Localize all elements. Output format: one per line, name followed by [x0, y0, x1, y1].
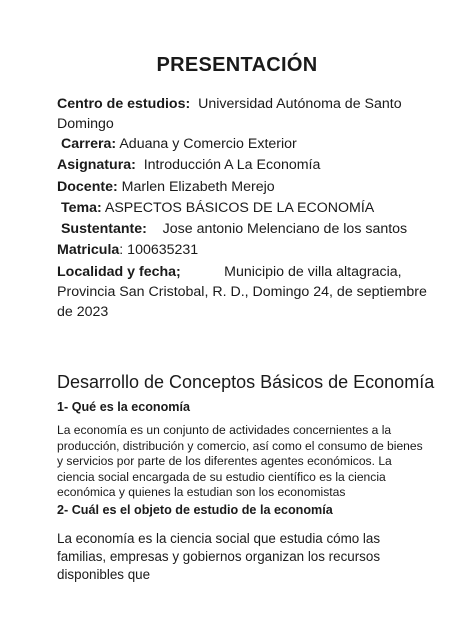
asignatura-value: Introducción A La Economía — [143, 157, 321, 173]
sustentante-label: Sustentante: — [60, 221, 147, 237]
carrera-value: Aduana y Comercio Exterior — [119, 136, 297, 152]
docente-line — [57, 177, 427, 197]
asignatura-line — [57, 155, 427, 175]
matricula-label: Matricula — [57, 242, 120, 258]
sustentante-value: Jose antonio Melenciano de los santos — [162, 221, 408, 237]
tema-label: Tema: — [60, 200, 102, 216]
carrera-line — [57, 134, 427, 154]
matricula-line — [57, 240, 427, 260]
centro-line — [57, 94, 427, 134]
centro-value: Universidad Autónoma de Santo Domingo — [57, 96, 402, 132]
docente-value: Marlen Elizabeth Merejo — [121, 179, 275, 195]
tema-value: ASPECTOS BÁSICOS DE LA ECONOMÍA — [104, 200, 375, 216]
sustentante-line — [57, 219, 427, 239]
asignatura-label: Asignatura: — [57, 157, 136, 173]
docente-label: Docente: — [57, 179, 118, 195]
tema-line — [57, 198, 427, 218]
page-title: PRESENTACIÓN — [156, 54, 318, 76]
centro-label: Centro de estudios: — [57, 96, 191, 112]
localidad-label: Localidad y fecha; — [57, 264, 181, 280]
localidad-value: Municipio de villa altagracia, Provincia San Cristobal, R. D., Domingo 24, de septiembre de 2023 — [57, 264, 427, 320]
question-1-heading: 1- Qué es la economía — [57, 400, 190, 414]
carrera-label: Carrera: — [60, 136, 117, 152]
matricula-value: : 100635231 — [119, 242, 199, 258]
question-2-heading: 2- Cuál es el objeto de estudio de la economía — [57, 503, 333, 517]
question-1-text: La economía es un conjunto de actividades concernientes a la producción, distribución y comercio, así como el consumo de bienes y servicios por parte de los diferentes agentes económicos. La ciencia social encargada de su estudio científico es la ciencia económica y quienes la estudian son los economistas — [57, 423, 423, 500]
section-title: Desarrollo de Conceptos Básicos de Economía — [57, 372, 435, 392]
localidad-line — [57, 262, 427, 322]
question-2-text: La economía es la ciencia social que estudia cómo las familias, empresas y gobiernos organizan los recursos disponibles que — [57, 531, 381, 582]
